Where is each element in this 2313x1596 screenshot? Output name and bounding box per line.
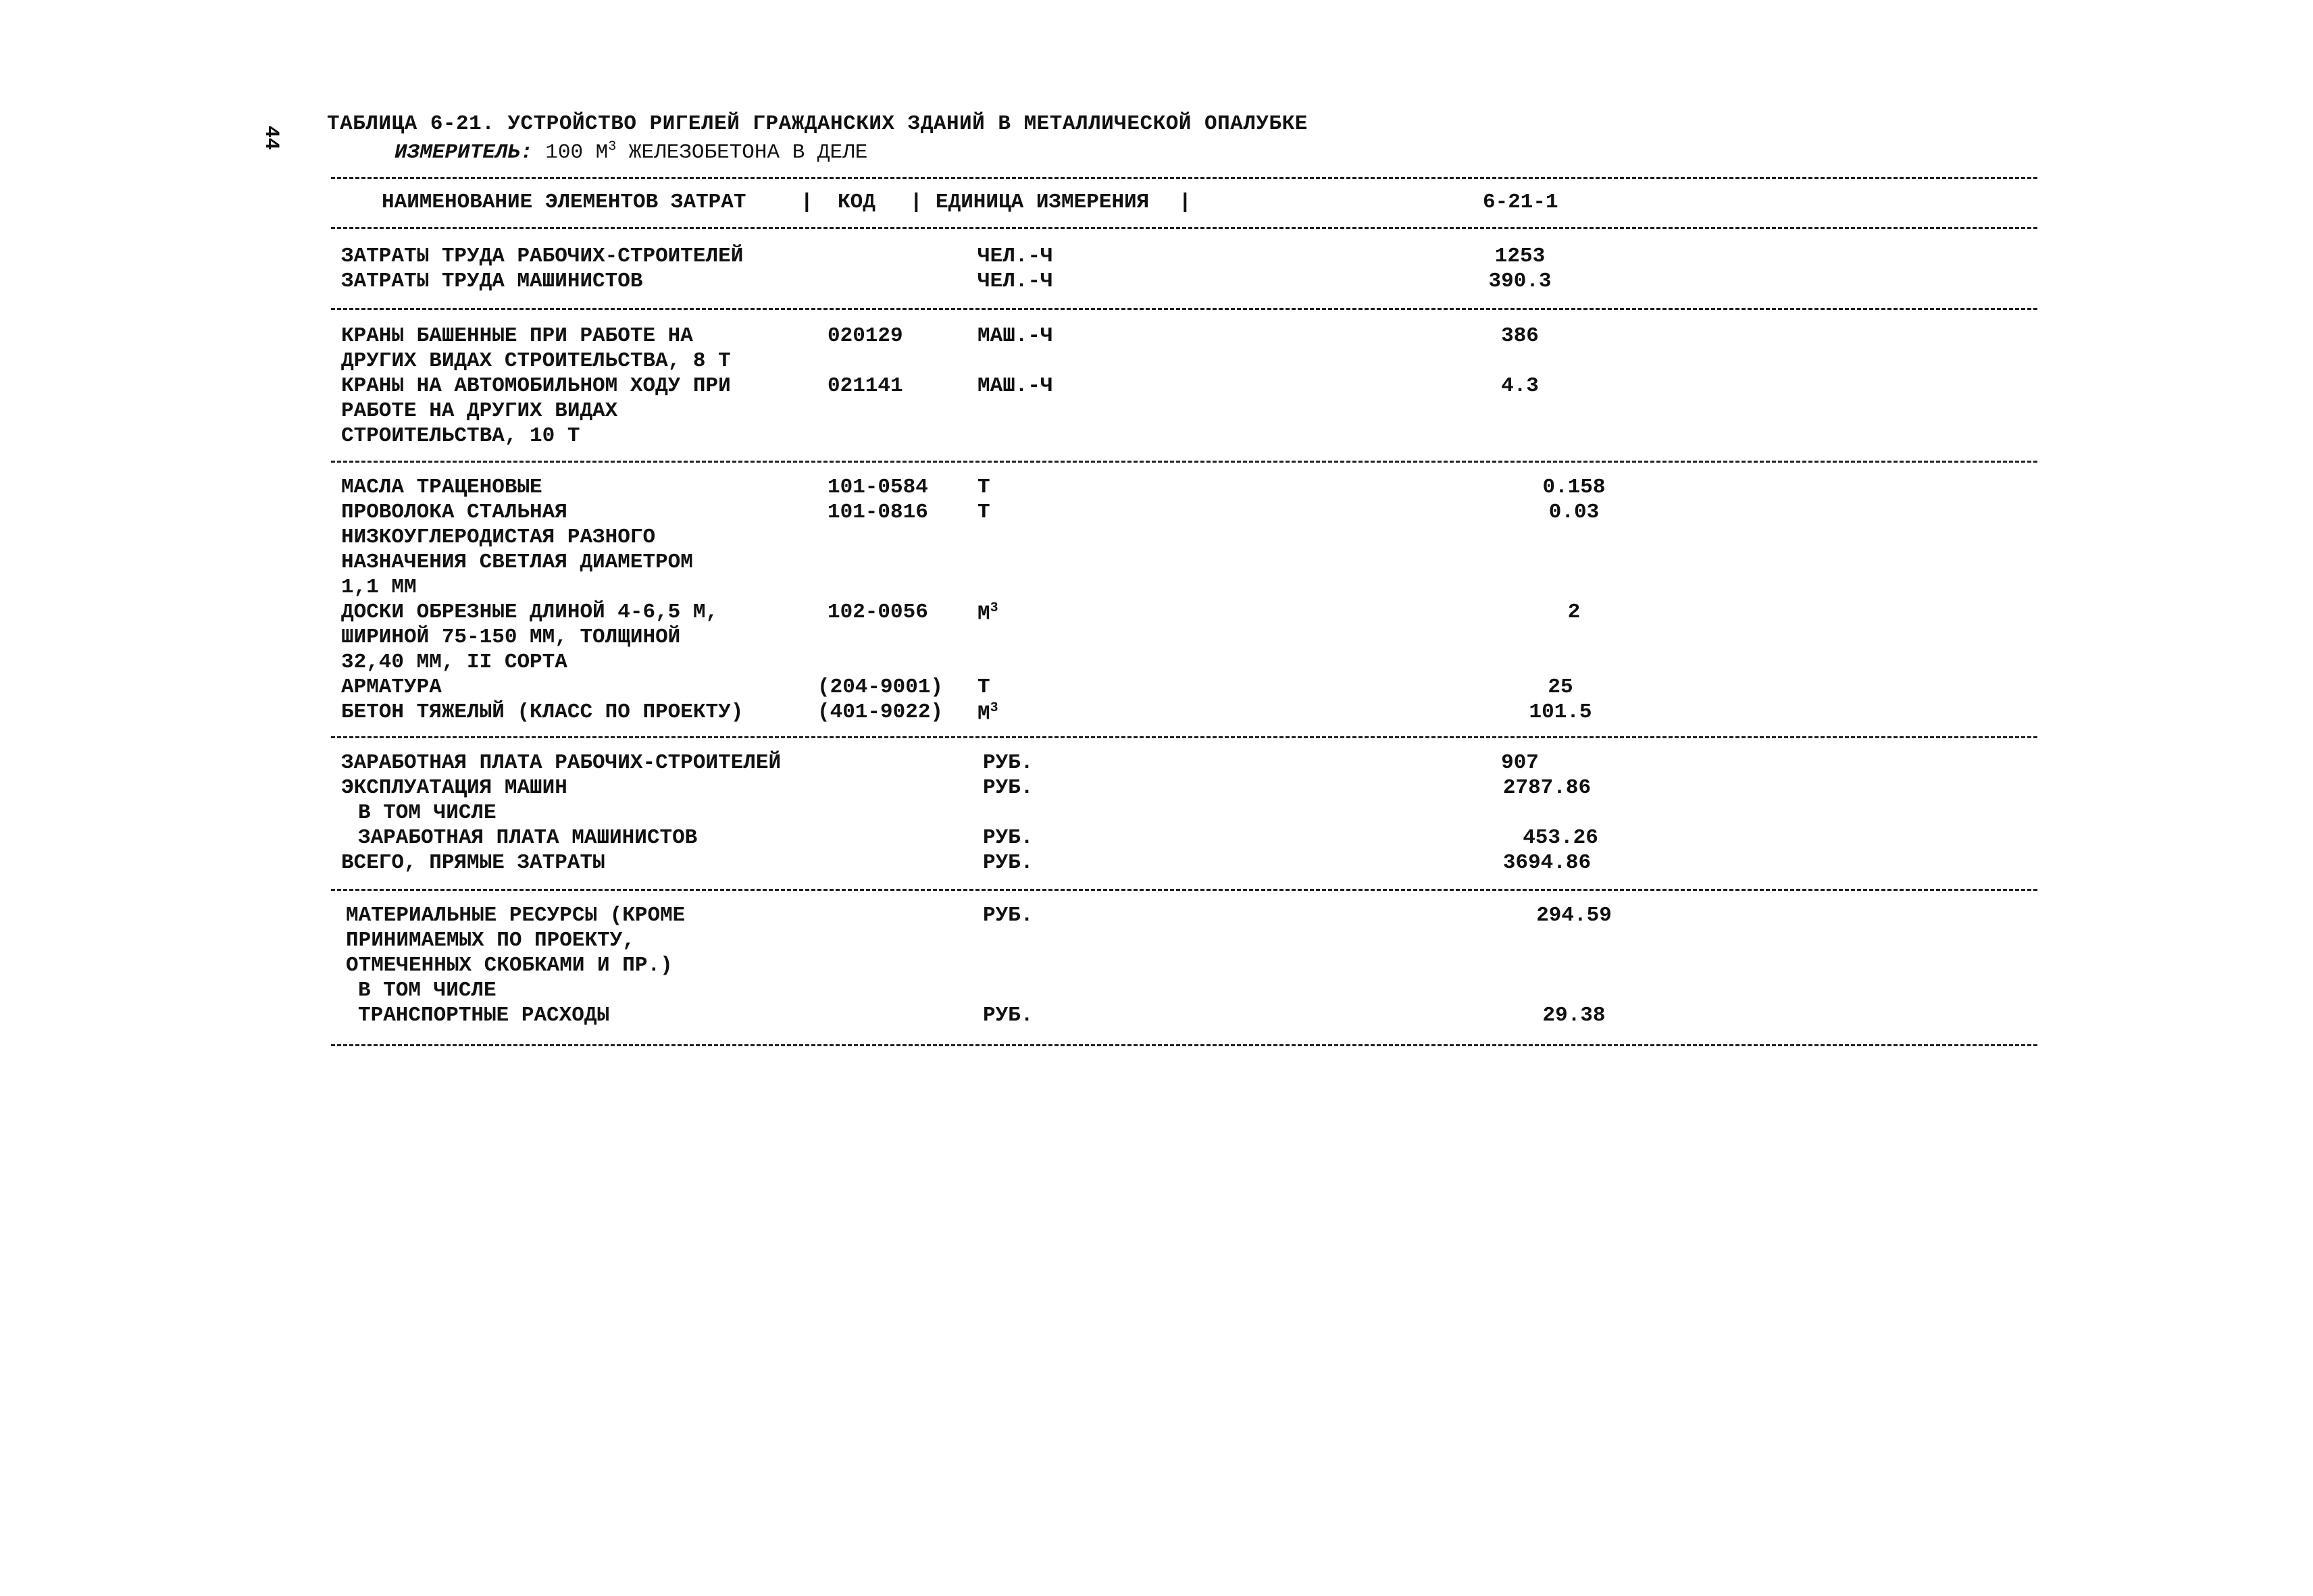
row-name: КРАНЫ НА АВТОМОБИЛЬНОМ ХОДУ ПРИ — [341, 374, 731, 398]
unit-base: М — [977, 702, 990, 726]
row-unit: Т — [977, 500, 990, 524]
table-row — [0, 525, 2313, 550]
row-name: НАЗНАЧЕНИЯ СВЕТЛАЯ ДИАМЕТРОМ — [341, 550, 693, 574]
unit-base: М — [977, 602, 990, 626]
table-row — [0, 700, 2313, 725]
row-name: ЭКСПЛУАТАЦИЯ МАШИН — [341, 776, 567, 800]
row-unit: МАШ.-Ч — [977, 374, 1053, 398]
header-code: КОД — [838, 190, 875, 214]
row-name: ДОСКИ ОБРЕЗНЫЕ ДЛИНОЙ 4-6,5 М, — [341, 600, 719, 624]
row-unit — [977, 600, 998, 625]
row-name: СТРОИТЕЛЬСТВА, 10 Т — [341, 424, 580, 448]
row-value: 386 — [1501, 324, 1539, 348]
row-code: (401-9022) — [817, 700, 944, 724]
table-row — [0, 904, 2313, 929]
machines-section — [0, 324, 2313, 449]
row-name: 32,40 ММ, II СОРТА — [341, 650, 567, 674]
divider — [331, 736, 2037, 738]
row-value: 0.158 — [1542, 475, 1606, 499]
table-row — [0, 751, 2313, 776]
table-row — [0, 324, 2313, 349]
header-sep: | — [910, 190, 923, 214]
table-row — [0, 575, 2313, 600]
header-name: НАИМЕНОВАНИЕ ЭЛЕМЕНТОВ ЗАТРАТ — [382, 190, 746, 214]
divider — [331, 308, 2037, 310]
row-code: 020129 — [828, 324, 903, 348]
row-unit: РУБ. — [983, 751, 1034, 775]
row-value: 4.3 — [1501, 374, 1539, 398]
materials-section — [0, 475, 2313, 725]
unit-sup: 3 — [990, 600, 998, 616]
costs-section — [0, 751, 2313, 876]
row-name: МАТЕРИАЛЬНЫЕ РЕСУРСЫ (КРОМЕ — [346, 904, 686, 927]
table-row — [0, 675, 2313, 700]
header-sep: | — [1179, 190, 1192, 214]
row-value: 294.59 — [1536, 904, 1612, 927]
row-value: 1253 — [1494, 244, 1546, 268]
row-value: 907 — [1501, 751, 1539, 775]
measure-sup: 3 — [608, 139, 617, 155]
resources-section — [0, 904, 2313, 1029]
row-name: 1,1 ММ — [341, 575, 417, 599]
row-value: 29.38 — [1542, 1004, 1606, 1027]
table-row — [0, 650, 2313, 675]
divider — [331, 177, 2037, 179]
row-name: КРАНЫ БАШЕННЫЕ ПРИ РАБОТЕ НА — [341, 324, 693, 348]
row-code: 021141 — [828, 374, 903, 398]
row-name: ЗАТРАТЫ ТРУДА МАШИНИСТОВ — [341, 269, 643, 293]
row-code: (204-9001) — [817, 675, 944, 699]
row-name: ПРОВОЛОКА СТАЛЬНАЯ — [341, 500, 567, 524]
row-name: ЗАТРАТЫ ТРУДА РАБОЧИХ-СТРОИТЕЛЕЙ — [341, 244, 744, 268]
table-row — [0, 475, 2313, 500]
row-name: ШИРИНОЙ 75-150 ММ, ТОЛЩИНОЙ — [341, 625, 681, 649]
row-name: НИЗКОУГЛЕРОДИСТАЯ РАЗНОГО — [341, 525, 656, 549]
row-value: 0.03 — [1548, 500, 1600, 524]
table-row — [0, 500, 2313, 525]
row-name: РАБОТЕ НА ДРУГИХ ВИДАХ — [341, 399, 618, 423]
table-row — [0, 851, 2313, 876]
labor-section — [0, 244, 2313, 294]
row-code: 101-0816 — [828, 500, 928, 524]
header-column: 6-21-1 — [1483, 190, 1558, 214]
page-number: 44 — [259, 126, 282, 151]
table-row — [0, 776, 2313, 801]
row-name: В ТОМ ЧИСЛЕ — [358, 979, 497, 1002]
row-unit: РУБ. — [983, 1004, 1034, 1027]
divider — [331, 1044, 2037, 1046]
divider — [331, 889, 2037, 891]
row-unit: РУБ. — [983, 904, 1034, 927]
table-row — [0, 269, 2313, 294]
row-name: ОТМЕЧЕННЫХ СКОБКАМИ И ПР.) — [346, 954, 673, 977]
row-name: ПРИНИМАЕМЫХ ПО ПРОЕКТУ, — [346, 929, 635, 952]
row-value: 25 — [1548, 675, 1573, 699]
row-value: 101.5 — [1529, 700, 1592, 724]
table-row — [0, 374, 2313, 399]
row-value: 390.3 — [1488, 269, 1552, 293]
row-name: ВСЕГО, ПРЯМЫЕ ЗАТРАТЫ — [341, 851, 605, 875]
unit-sup: 3 — [990, 700, 998, 716]
row-name: ТРАНСПОРТНЫЕ РАСХОДЫ — [358, 1004, 610, 1027]
table-row — [0, 801, 2313, 826]
row-unit: МАШ.-Ч — [977, 324, 1053, 348]
row-value: 3694.86 — [1502, 851, 1592, 875]
table-row — [0, 424, 2313, 449]
row-name: ЗАРАБОТНАЯ ПЛАТА РАБОЧИХ-СТРОИТЕЛЕЙ — [341, 751, 782, 775]
row-value: 453.26 — [1523, 826, 1598, 850]
row-name: В ТОМ ЧИСЛЕ — [358, 801, 497, 825]
measure-label: ИЗМЕРИТЕЛЬ: — [395, 140, 533, 165]
row-unit: РУБ. — [983, 851, 1034, 875]
measure-rest: ЖЕЛЕЗОБЕТОНА В ДЕЛЕ — [616, 140, 868, 165]
table-row — [0, 625, 2313, 650]
table-row — [0, 244, 2313, 269]
row-code: 101-0584 — [828, 475, 928, 499]
row-unit: Т — [977, 475, 990, 499]
row-name: ЗАРАБОТНАЯ ПЛАТА МАШИНИСТОВ — [358, 826, 698, 850]
row-unit: Т — [977, 675, 990, 699]
divider — [331, 461, 2037, 463]
table-row — [0, 399, 2313, 424]
row-unit: РУБ. — [983, 826, 1034, 850]
row-unit: ЧЕЛ.-Ч — [977, 244, 1053, 268]
table-row — [0, 929, 2313, 954]
measure-amount: 100 М — [545, 140, 609, 165]
row-name: МАСЛА ТРАЦЕНОВЫЕ — [341, 475, 542, 499]
row-unit: ЧЕЛ.-Ч — [977, 269, 1053, 293]
row-unit: РУБ. — [983, 776, 1034, 800]
table-row — [0, 979, 2313, 1004]
table-row — [0, 349, 2313, 374]
row-name: БЕТОН ТЯЖЕЛЫЙ (КЛАСС ПО ПРОЕКТУ) — [341, 700, 744, 724]
table-row — [0, 954, 2313, 979]
row-unit — [977, 700, 998, 725]
table-row — [0, 550, 2313, 575]
measure-line — [395, 139, 867, 164]
header-unit: ЕДИНИЦА ИЗМЕРЕНИЯ — [936, 190, 1150, 214]
table-title: ТАБЛИЦА 6-21. УСТРОЙСТВО РИГЕЛЕЙ ГРАЖДАНСКИХ ЗДАНИЙ В МЕТАЛЛИЧЕСКОЙ ОПАЛУБКЕ — [327, 112, 1308, 136]
row-name: АРМАТУРА — [341, 675, 442, 699]
table-row — [0, 1004, 2313, 1029]
row-code: 102-0056 — [828, 600, 928, 624]
row-name: ДРУГИХ ВИДАХ СТРОИТЕЛЬСТВА, 8 Т — [341, 349, 731, 373]
row-value: 2787.86 — [1502, 776, 1592, 800]
row-value: 2 — [1567, 600, 1581, 624]
table-row — [0, 600, 2313, 625]
header-sep: | — [800, 190, 813, 214]
divider — [331, 227, 2037, 229]
table-row — [0, 826, 2313, 851]
